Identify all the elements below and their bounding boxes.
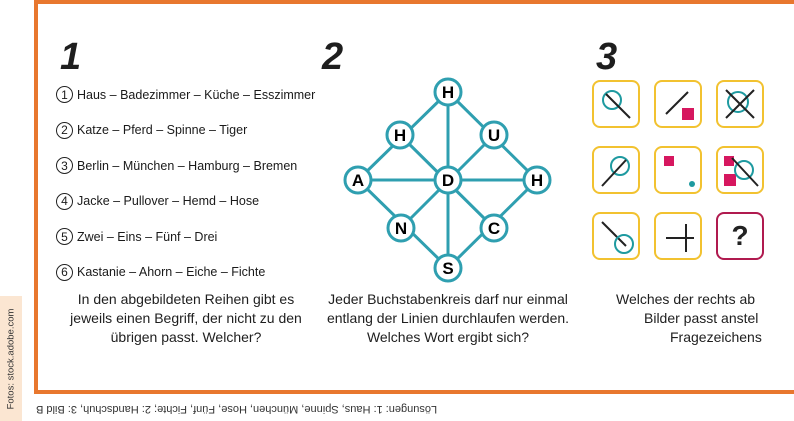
node-upper-right [481, 122, 507, 148]
row-text: Kastanie – Ahorn – Eiche – Fichte [77, 265, 266, 280]
caption-line: jeweils einen Begriff, der nicht zu den [70, 310, 302, 326]
row-text: Katze – Pferd – Spinne – Tiger [77, 123, 248, 138]
row-text: Zwei – Eins – Fünf – Drei [77, 229, 218, 244]
caption-line: Bilder passt anstel [644, 310, 759, 326]
svg-text:D: D [441, 171, 455, 190]
row-number: 6 [56, 264, 73, 281]
row-number: 1 [56, 86, 73, 103]
row-text: Berlin – München – Hamburg – Bremen [77, 158, 298, 173]
svg-text:S: S [442, 259, 454, 278]
puzzle-3-number: 3 [596, 36, 618, 78]
svg-text:N: N [394, 219, 408, 238]
node-top [435, 79, 461, 105]
circle-slash-icon [594, 82, 642, 130]
svg-text:A: A [351, 171, 365, 190]
node-lower-left [388, 215, 414, 241]
node-bottom [435, 255, 461, 281]
figure-tile [592, 212, 640, 260]
circle-line-icon [594, 148, 642, 196]
puzzle-1-number: 1 [60, 36, 82, 78]
svg-text:U: U [487, 126, 501, 145]
figure-tile [592, 146, 640, 194]
svg-text:C: C [487, 219, 501, 238]
caption-line: In den abgebildeten Reihen gibt es [77, 291, 295, 307]
caption-line: Welches der rechts ab [616, 291, 756, 307]
node-center [435, 167, 461, 193]
caption-line: übrigen passt. Welcher? [110, 329, 262, 345]
figure-tile [654, 146, 702, 194]
node-lower-right [481, 215, 507, 241]
cross-lines-icon [656, 214, 704, 262]
caption-line: Welches Wort ergibt sich? [366, 329, 530, 345]
node-left [345, 167, 371, 193]
circle-cross-icon [718, 82, 766, 130]
caption-line: Jeder Buchstabenkreis darf nur einmal [328, 291, 568, 307]
row-number: 4 [56, 193, 73, 210]
figure-tile [592, 80, 640, 128]
row-number: 5 [56, 228, 73, 245]
square-circle-cross-icon [718, 148, 766, 196]
svg-text:H: H [441, 83, 455, 102]
photo-credit: Fotos: stock.adobe.com [0, 296, 22, 421]
node-right [524, 167, 550, 193]
question-mark: ? [731, 220, 749, 251]
figure-tile [716, 146, 764, 194]
svg-text:H: H [530, 171, 544, 190]
line-circle-icon [594, 214, 642, 262]
caption-line: entlang der Linien durchlaufen werden. [326, 310, 570, 326]
figure-tile [716, 80, 764, 128]
figure-tile [654, 80, 702, 128]
figure-tile [654, 212, 702, 260]
row-text: Haus – Badezimmer – Küche – Esszimmer [77, 87, 316, 102]
svg-text:H: H [393, 126, 407, 145]
node-upper-left [387, 122, 413, 148]
solutions-line: Lösungen: 1: Haus, Spinne, München, Hose, Fünf, Fichte; 2: Handschuh, 3: Bild B [36, 403, 438, 415]
puzzle-2-number: 2 [322, 36, 344, 78]
row-text: Jacke – Pullover – Hemd – Hose [77, 194, 260, 209]
puzzle-2-caption [318, 290, 578, 347]
puzzle-3-caption [604, 290, 794, 347]
question-tile [716, 212, 764, 260]
line-square-icon [656, 82, 704, 130]
row-number: 3 [56, 157, 73, 174]
row-number: 2 [56, 122, 73, 139]
caption-line: Fragezeichens [670, 329, 762, 345]
square-dot-icon [656, 148, 704, 196]
